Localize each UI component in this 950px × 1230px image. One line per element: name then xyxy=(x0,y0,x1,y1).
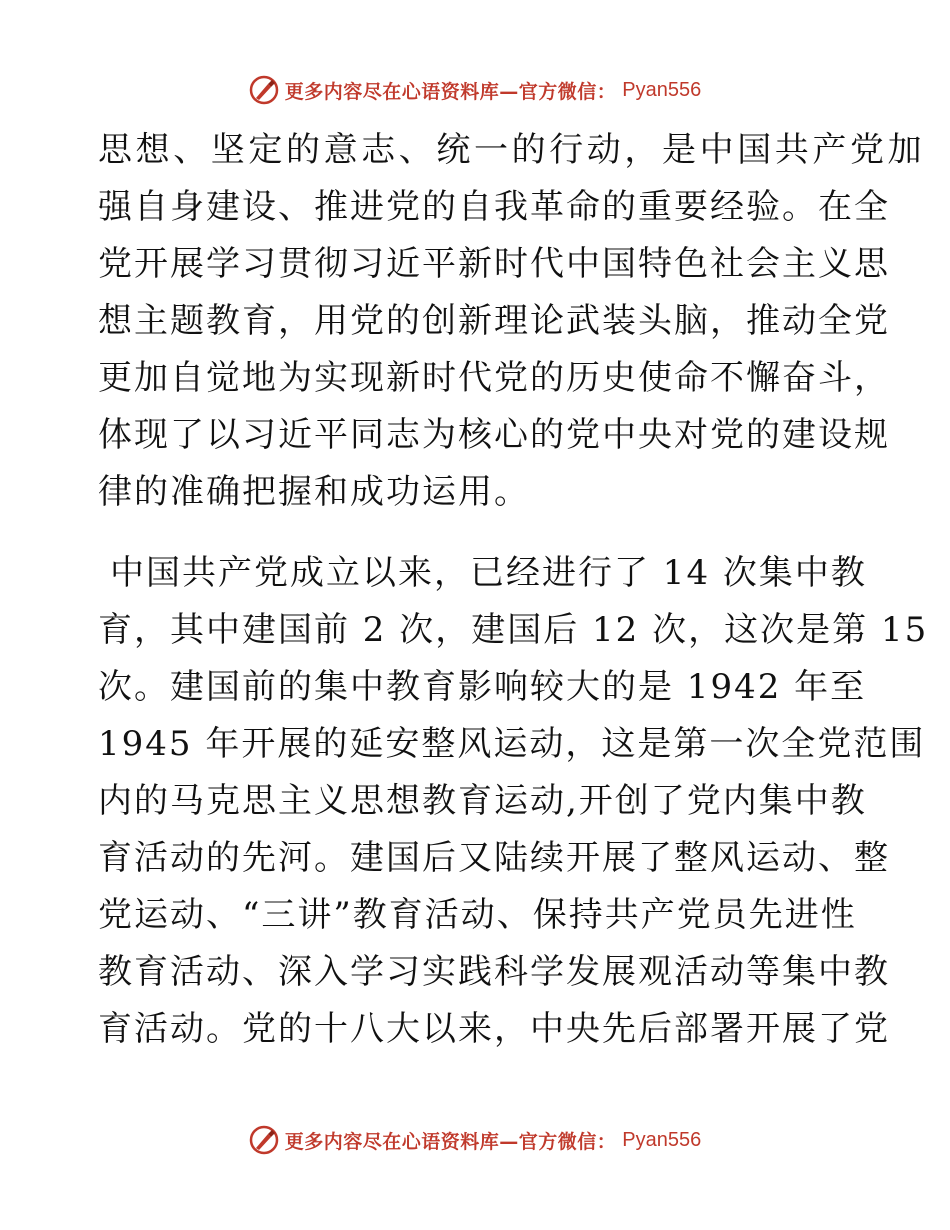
text-line: 强自身建设、推进党的自我革命的重要经验。在全 xyxy=(98,187,890,227)
document-body xyxy=(98,122,929,1058)
text-line: 育，其中建国前 2 次，建国后 12 次，这次是第 15 xyxy=(98,610,929,650)
text-line: 育活动。党的十八大以来，中央先后部署开展了党 xyxy=(98,1009,890,1049)
text-line: 1945 年开展的延安整风运动，这是第一次全党范围 xyxy=(98,724,926,764)
header-watermark xyxy=(0,70,950,110)
text-line: 党开展学习贯彻习近平新时代中国特色社会主义思 xyxy=(98,244,890,284)
text-line: 律的准确把握和成功运用。 xyxy=(98,472,530,512)
text-line: 内的马克思主义思想教育运动,开创了党内集中教 xyxy=(98,781,867,821)
text-line: 更加自觉地为实现新时代党的历史使命不懈奋斗， xyxy=(98,358,890,398)
paragraph-2 xyxy=(98,545,929,1058)
text-line: 育活动的先河。建国后又陆续开展了整风运动、整 xyxy=(98,838,890,878)
text-line: 中国共产党成立以来，已经进行了 14 次集中教 xyxy=(110,553,867,593)
watermark-text: 更多内容尽在心语资料库—官方微信： xyxy=(284,80,617,103)
watermark-wechat-id: Pyan556 xyxy=(622,78,702,101)
watermark-text: 更多内容尽在心语资料库—官方微信： xyxy=(284,1130,617,1153)
text-line: 教育活动、深入学习实践科学发展观活动等集中教 xyxy=(98,952,890,992)
footer-watermark xyxy=(0,1120,950,1160)
text-line: 体现了以习近平同志为核心的党中央对党的建设规 xyxy=(98,415,890,455)
paragraph-1 xyxy=(98,122,926,521)
text-line: 想主题教育，用党的创新理论武装头脑，推动全党 xyxy=(98,301,890,341)
pen-logo-icon xyxy=(249,75,279,105)
watermark-wechat-id: Pyan556 xyxy=(622,1128,702,1151)
text-line: 次。建国前的集中教育影响较大的是 1942 年至 xyxy=(98,667,867,707)
paragraph-spacer xyxy=(98,521,858,545)
pen-logo-icon xyxy=(249,1125,279,1155)
text-line: 思想、坚定的意志、统一的行动，是中国共产党加 xyxy=(98,130,926,170)
text-line: 党运动、“三讲”教育活动、保持共产党员先进性 xyxy=(98,895,857,935)
